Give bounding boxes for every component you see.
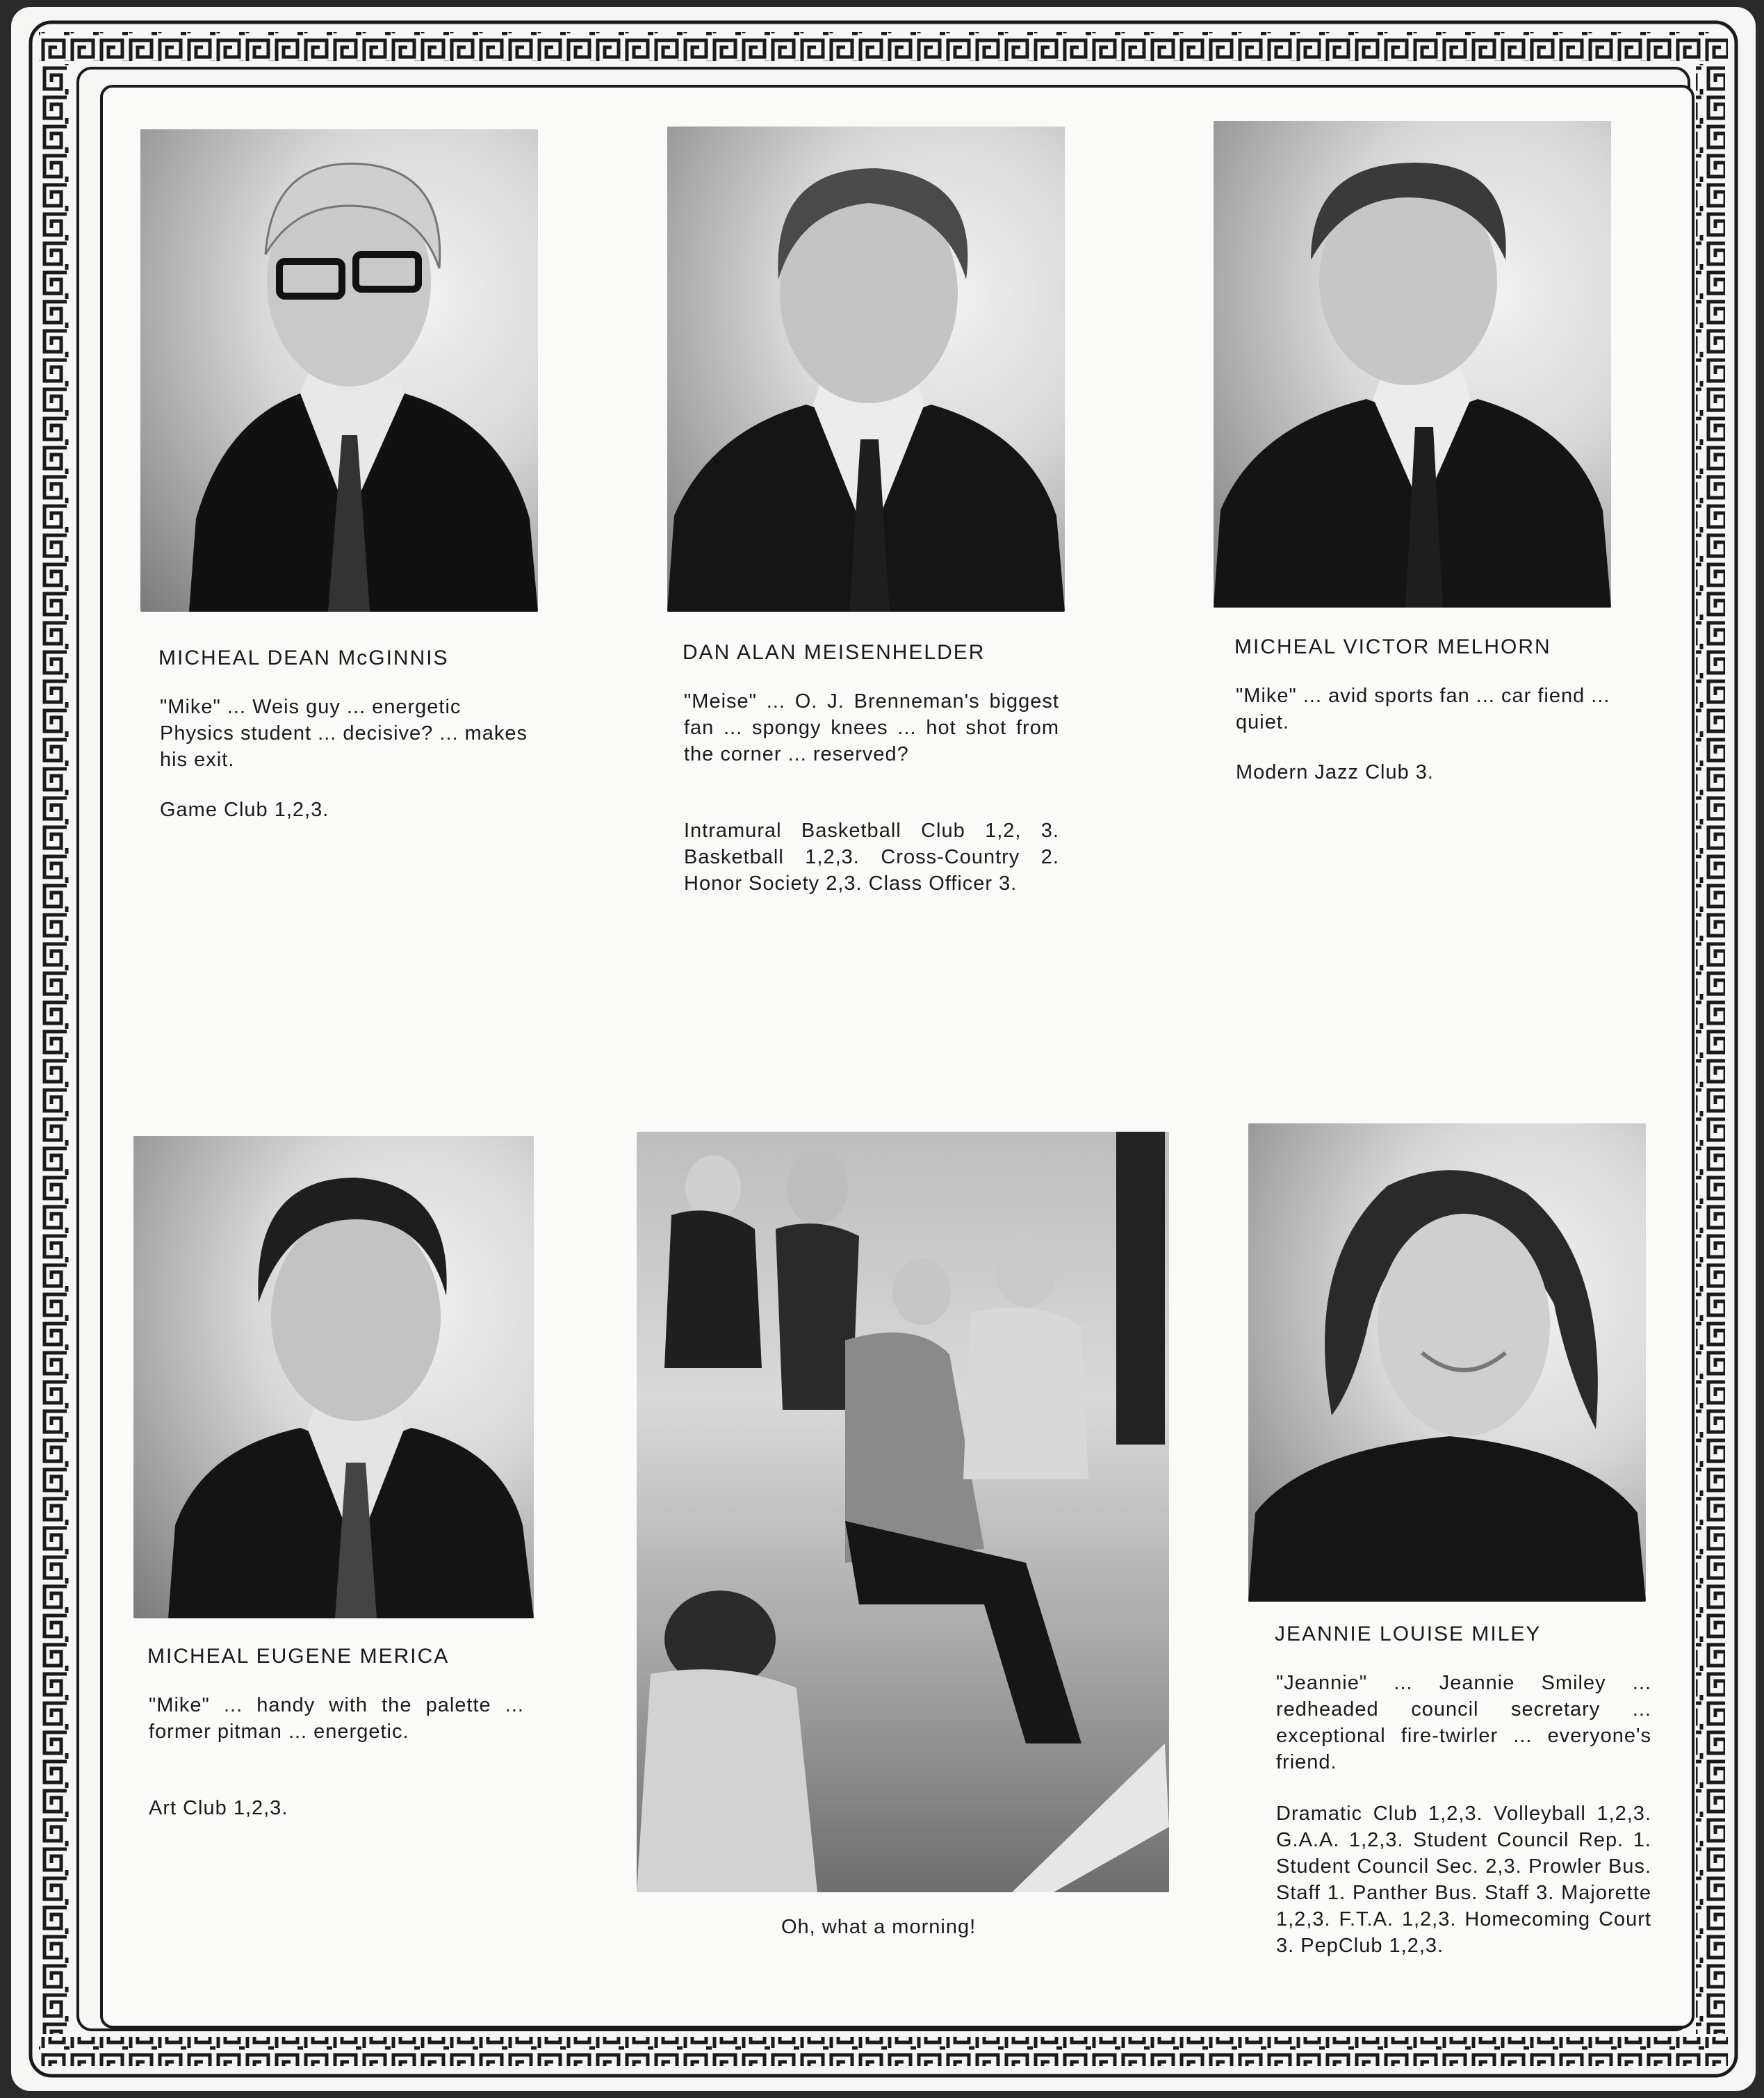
senior-name: MICHEAL EUGENE MERICA <box>147 1645 450 1668</box>
portrait-photo <box>667 127 1065 612</box>
yearbook-page <box>11 7 1756 2091</box>
senior-quote: "Mike" ... handy with the palette ... former pitman ... energetic. <box>149 1694 524 1743</box>
senior-activities: Modern Jazz Club 3. <box>1236 761 1434 783</box>
senior-name: JEANNIE LOUISE MILEY <box>1275 1623 1542 1645</box>
senior-quote: "Jeannie" ... Jeannie Smiley ... redheaded council secretary ... exceptional fire-twirler ... everyone's friend. <box>1276 1672 1651 1773</box>
senior-name: MICHEAL VICTOR MELHORN <box>1234 635 1551 658</box>
senior-quote: "Mike" ... avid sports fan ... car fiend ... quiet. <box>1236 685 1610 733</box>
senior-name: MICHEAL DEAN McGINNIS <box>158 647 449 669</box>
senior-quote: "Meise" ... O. J. Brenneman's biggest fan ... spongy knees ... hot shot from the corner ... reserved? <box>684 690 1059 765</box>
photo-caption: Oh, what a morning! <box>781 1916 977 1938</box>
senior-name: DAN ALAN MEISENHELDER <box>683 641 986 664</box>
senior-activities: Art Club 1,2,3. <box>149 1797 288 1819</box>
portrait-photo <box>133 1136 534 1618</box>
senior-activities: Intramural Basketball Club 1,2, 3. Basketball 1,2,3. Cross-Country 2. Honor Society 2,3. Class Officer 3. <box>684 820 1059 895</box>
portrait-photo <box>1248 1123 1646 1602</box>
portrait-photo <box>140 129 538 612</box>
senior-quote: "Mike" ... Weis guy ... energetic Physics student ... decisive? ... makes his exit. <box>160 696 528 771</box>
senior-activities: Game Club 1,2,3. <box>160 799 329 821</box>
senior-activities: Dramatic Club 1,2,3. Volleyball 1,2,3. G.A.A. 1,2,3. Student Council Rep. 1. Student Council Sec. 2,3. Prowler Bus. Staff 1. Panther Bus. Staff 3. Majorette 1,2,3. F.T.A. 1,2,3. Homecoming Court 3. PepClub 1,2,3. <box>1276 1803 1651 1957</box>
portrait-photo <box>1214 121 1611 608</box>
candid-classroom-photo <box>637 1132 1169 1892</box>
